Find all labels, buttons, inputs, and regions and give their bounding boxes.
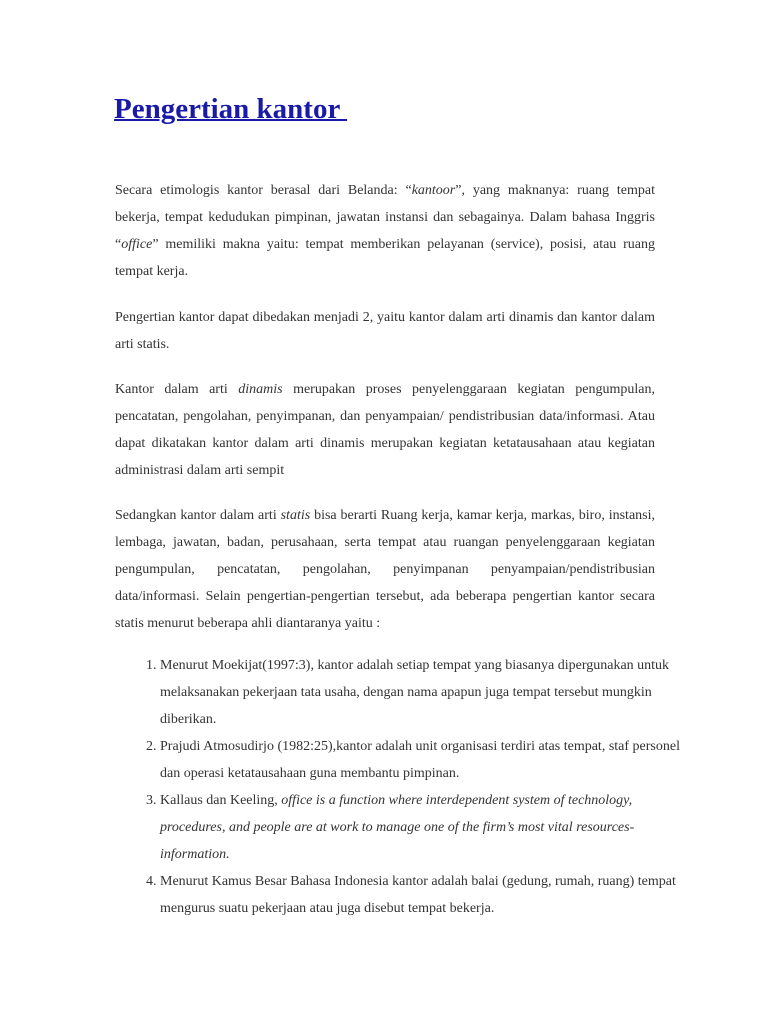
paragraph-static [115,502,655,637]
text: bisa berarti Ruang kerja, kamar kerja, markas, biro, instansi, lembaga, jawatan, badan, perusahaan, serta tempat atau ruangan penyelenggaraan kegiatan pengumpulan, pencatatan, pengolahan, penyimpanan penyampaian/pendistribusian data/informasi. Selain pengertian-pengertian tersebut, ada beberapa pengertian kantor secara statis menurut beberapa ahli diantaranya yaitu : [115,508,655,631]
list-item [160,787,680,868]
list-item [160,733,680,787]
list-item [160,868,680,922]
italic-term: statis [280,508,311,523]
text: Secara etimologis kantor berasal dari Belanda: “ [115,183,412,198]
text: Sedangkan kantor dalam arti [115,508,281,523]
list-item-text: Menurut Moekijat(1997:3), kantor adalah setiap tempat yang biasanya dipergunakan untuk melaksanakan pekerjaan tata usaha, dengan nama apapun juga tempat tersebut mungkin diberikan. [160,658,670,727]
italic-term: kantoor [411,183,456,198]
paragraph-division: Pengertian kantor dapat dibedakan menjadi 2, yaitu kantor dalam arti dinamis dan kantor dalam arti statis. [115,310,655,352]
list-item-text: Menurut Kamus Besar Bahasa Indonesia kantor adalah balai (gedung, rumah, ruang) tempat mengurus suatu pekerjaan atau juga disebut tempat bekerja. [160,874,676,916]
italic-term: dinamis [238,382,283,397]
paragraph-dynamic [115,376,655,484]
text: ” memiliki makna yaitu: tempat memberikan pelayanan (service), posisi, atau ruang tempat kerja. [115,237,655,279]
paragraph-etymology [115,177,655,285]
list-item-text: Prajudi Atmosudirjo (1982:25),kantor adalah unit organisasi terdiri atas tempat, staf personel dan operasi ketatausahaan guna membantu pimpinan. [160,739,680,781]
list-item-quote: office is a function where interdependent system of technology, procedures, and people are at work to manage one of the firm’s most vital resources-information. [160,793,635,862]
page-title[interactable]: Pengertian kantor [114,93,348,125]
list-item-text: Kallaus dan Keeling, [160,793,282,808]
expert-definitions-list [115,652,680,922]
list-item [160,652,680,733]
text: ”, yang maknanya: ruang tempat bekerja, tempat kedudukan pimpinan, jawatan instansi dan sebagainya. Dalam bahasa Inggris “ [115,183,656,252]
text: Kantor dalam arti [115,382,239,397]
text: merupakan proses penyelenggaraan kegiatan pengumpulan, pencatatan, pengolahan, penyimpanan, dan penyampaian/ pendistribusian data/informasi. Atau dapat dikatakan kantor dalam arti dinamis merupakan kegiatan ketatausahaan atau kegiatan administrasi dalam arti sempit [115,382,655,478]
italic-term: office [121,237,153,252]
